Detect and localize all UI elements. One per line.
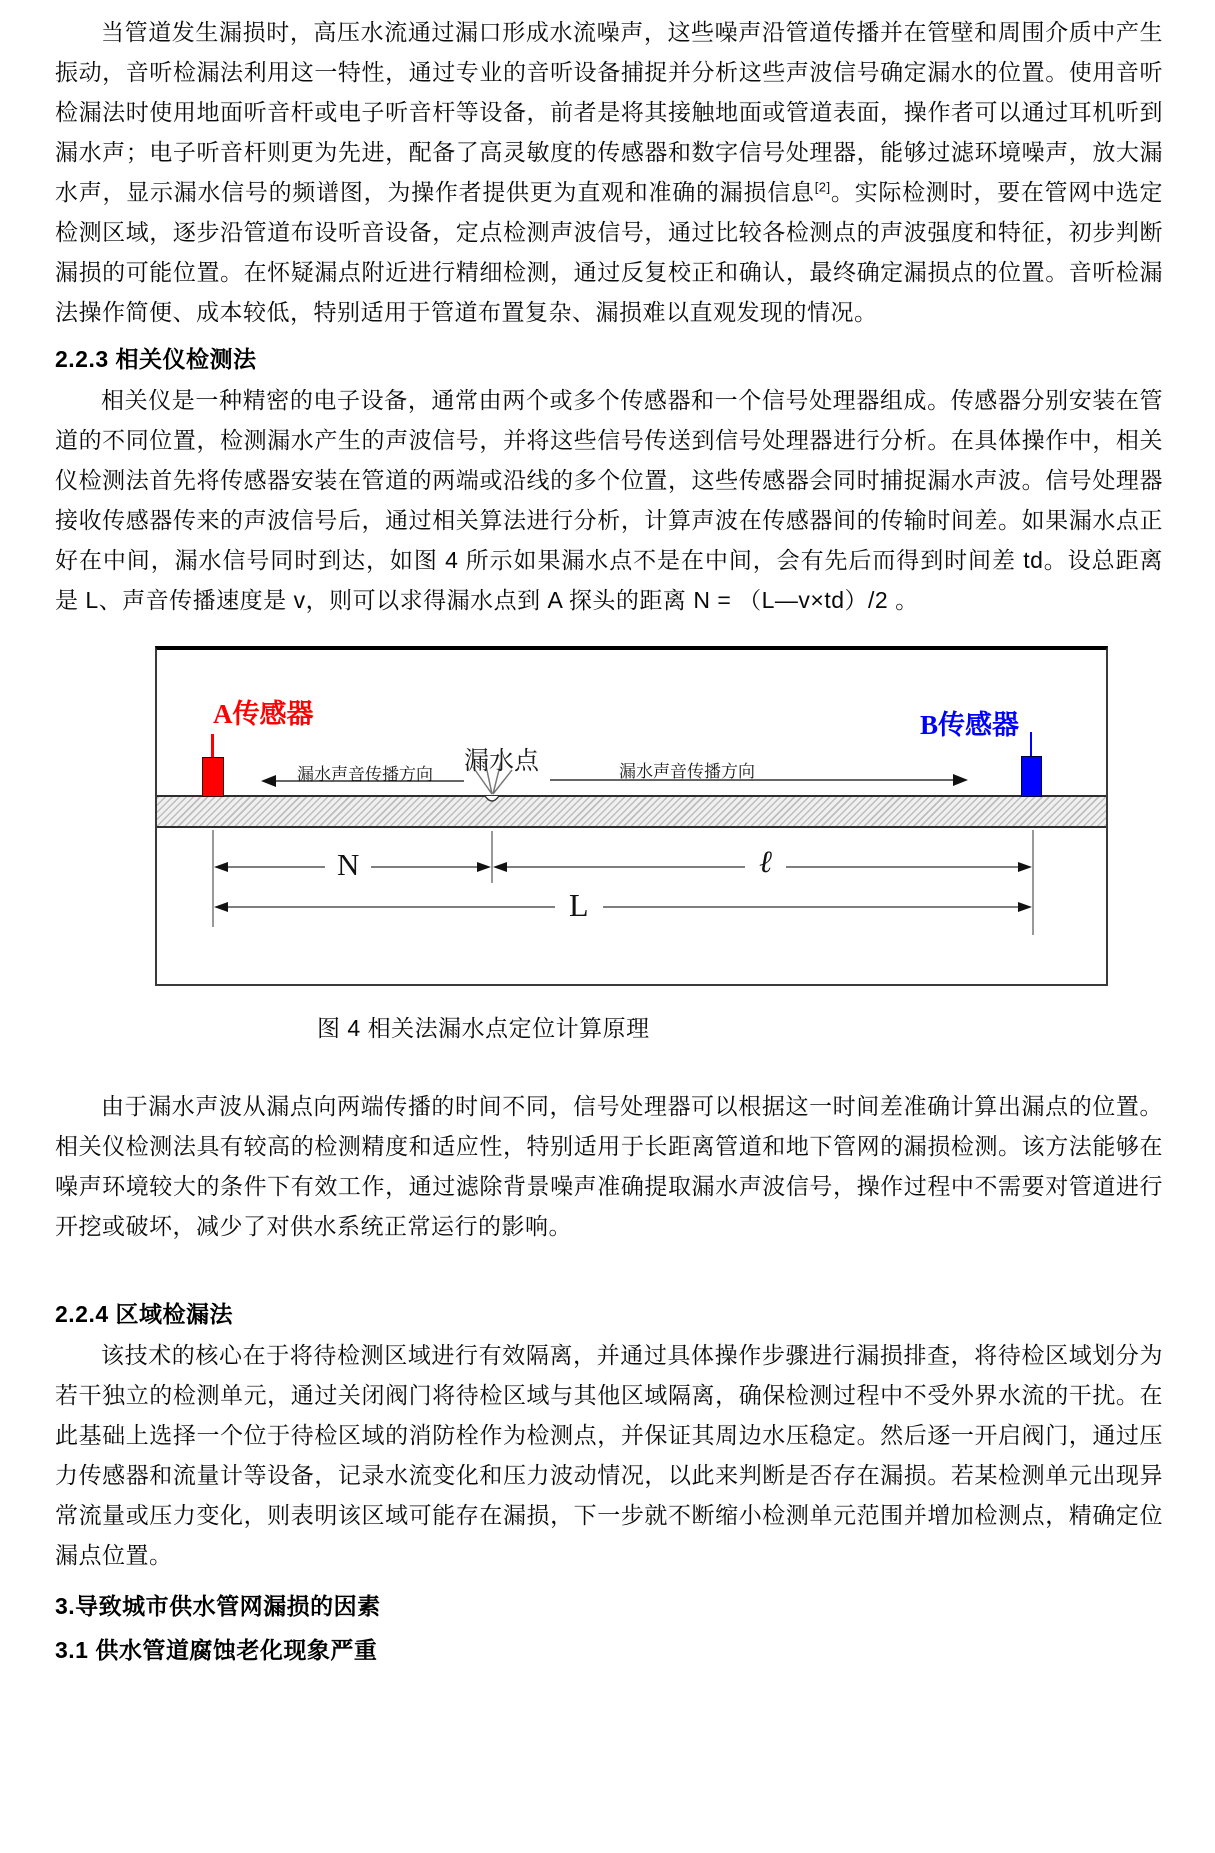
sensor-b <box>1021 756 1042 797</box>
heading-3-1: 3.1 供水管道腐蚀老化现象严重 <box>55 1637 378 1663</box>
sensor-b-label: B传感器 <box>920 710 1020 740</box>
leak-point-label: 漏水点 <box>464 748 540 775</box>
paragraph-audio-method <box>55 12 1163 332</box>
paragraph-audio-part1: 当管道发生漏损时，高压水流通过漏口形成水流噪声，这些噪声沿管道传播并在管壁和周围介质中产生振动，音听检漏法利用这一特性，通过专业的音听设备捕捉并分析这些声波信号确定漏水的位置。使用音听检漏法时使用地面听音杆或电子听音杆等设备，前者是将其接触地面或管道表面，操作者可以通过耳机听到漏水声；电子听音杆则更为先进，配备了高灵敏度的传感器和数字信号处理器，能够过滤环境噪声，放大漏水声，显示漏水信号的频谱图，为操作者提供更为直观和准确的漏损信息 <box>55 19 1163 205</box>
sensor-a <box>202 757 224 797</box>
sensor-b-antenna <box>1030 732 1032 756</box>
right-propagation-label: 漏水声音传播方向 <box>619 762 755 781</box>
figure-4-diagram <box>155 646 1108 986</box>
heading-3: 3.导致城市供水管网漏损的因素 <box>55 1593 381 1619</box>
paragraph-correlator-advantages: 由于漏水声波从漏点向两端传播的时间不同，信号处理器可以根据这一时间差准确计算出漏点的位置。相关仪检测法具有较高的检测精度和适应性，特别适用于长距离管道和地下管网的漏损检测。该方法能够在噪声环境较大的条件下有效工作，通过滤除背景噪声准确提取漏水声波信号，操作过程中不需要对管道进行开挖或破坏，减少了对供水系统正常运行的影响。 <box>55 1093 1163 1239</box>
left-propagation-label: 漏水声音传播方向 <box>297 765 433 784</box>
sensor-a-label: A传感器 <box>213 699 314 729</box>
heading-2-2-3: 2.2.3 相关仪检测法 <box>55 346 257 372</box>
paragraph-correlator-method: 相关仪是一种精密的电子设备，通常由两个或多个传感器和一个信号处理器组成。传感器分别安装在管道的不同位置，检测漏水产生的声波信号，并将这些信号传送到信号处理器进行分析。在具体操作中，相关仪检测法首先将传感器安装在管道的两端或沿线的多个位置，这些传感器会同时捕捉漏水声波。信号处理器接收传感器传来的声波信号后，通过相关算法进行分析，计算声波在传感器间的传输时间差。如果漏水点正好在中间，漏水信号同时到达，如图 4 所示如果漏水点不是在中间，会有先后而得到时间差 td。设总距离是 L、声音传播速度是 v，则可以求得漏水点到 A 探头的距离 N = （L—v×td）/2 。 <box>55 387 1163 613</box>
figure-4-caption: 图 4 相关法漏水点定位计算原理 <box>317 1015 650 1041</box>
sensor-a-antenna <box>211 734 214 757</box>
paragraph-zone-method: 该技术的核心在于将待检测区域进行有效隔离，并通过具体操作步骤进行漏损排查，将待检区域划分为若干独立的检测单元，通过关闭阀门将待检区域与其他区域隔离，确保检测过程中不受外界水流的干扰。在此基础上选择一个位于待检区域的消防栓作为检测点，并保证其周边水压稳定。然后逐一开启阀门，通过压力传感器和流量计等设备，记录水流变化和压力波动情况，以此来判断是否存在漏损。若某检测单元出现异常流量或压力变化，则表明该区域可能存在漏损，下一步就不断缩小检测单元范围并增加检测点，精确定位漏点位置。 <box>55 1342 1163 1568</box>
citation-marker-2: [2] <box>814 179 831 195</box>
dimension-l-total-label: L <box>555 888 603 923</box>
heading-2-2-4: 2.2.4 区域检漏法 <box>55 1301 234 1327</box>
dimension-n-label: N <box>325 848 371 882</box>
dimension-l-lower-label: ℓ <box>745 845 786 879</box>
paragraph-audio-part2: 。实际检测时，要在管网中选定检测区域，逐步沿管道布设听音设备，定点检测声波信号，通过比较各检测点的声波强度和特征，初步判断漏损的可能位置。在怀疑漏点附近进行精细检测，通过反复校正和确认，最终确定漏损点的位置。音听检漏法操作简便、成本较低，特别适用于管道布置复杂、漏损难以直观发现的情况。 <box>55 179 1164 325</box>
